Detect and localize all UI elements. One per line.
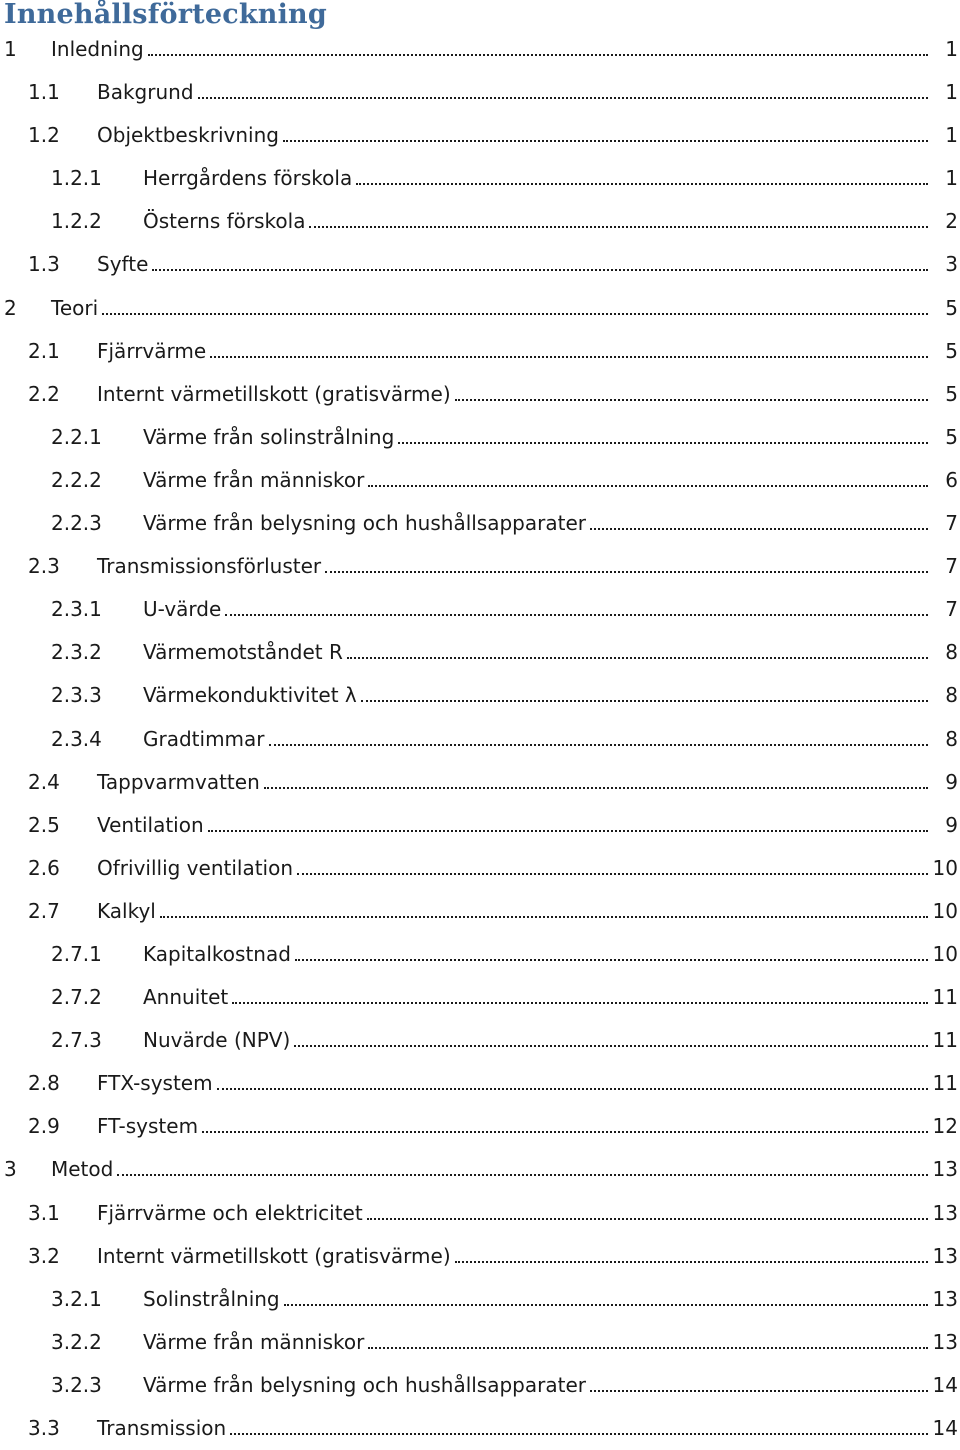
- toc-dot-leader: [232, 1000, 928, 1004]
- toc-entry-heading: [51, 1148, 928, 1191]
- toc-entry-page-number: 13: [932, 1200, 958, 1225]
- toc-entry-label: Transmission: [97, 1416, 227, 1440]
- toc-entry-page-number: 5: [945, 295, 958, 320]
- toc-entry-heading: [143, 200, 928, 243]
- toc-dot-leader: [225, 612, 928, 616]
- toc-dot-leader: [217, 1086, 928, 1090]
- toc-entry-heading: [143, 718, 928, 761]
- toc-entry-number: 3.2.3: [51, 1372, 102, 1397]
- toc-entry-label: Teori: [51, 295, 99, 320]
- toc-entry-page-number: 11: [932, 985, 958, 1010]
- toc-entry-page-number: 9: [945, 812, 958, 837]
- toc-entry-label: Värmemotståndet R: [143, 640, 343, 665]
- toc-dot-leader: [294, 1043, 928, 1047]
- toc-entry[interactable]: [0, 243, 960, 286]
- toc-entry-heading: [97, 545, 928, 588]
- toc-entry-heading: [97, 890, 928, 933]
- toc-entry-label: Gradtimmar: [143, 726, 265, 751]
- toc-entry-label: Metod: [51, 1157, 114, 1182]
- toc-entry-page-number: 2: [945, 209, 958, 234]
- toc-entry-label: Ventilation: [97, 812, 204, 837]
- toc-entry-page-number: 5: [945, 424, 958, 449]
- toc-entry[interactable]: [0, 933, 960, 976]
- toc-entry[interactable]: [0, 157, 960, 200]
- toc-dot-leader: [283, 138, 928, 142]
- toc-entry-page-number: 9: [945, 769, 958, 794]
- toc-dot-leader: [297, 871, 928, 875]
- toc-entry[interactable]: [0, 28, 960, 71]
- toc-entry-heading: [143, 631, 928, 674]
- toc-entry-label: Internt värmetillskott (gratisvärme): [97, 1243, 451, 1268]
- toc-entry-number: 2.7.3: [51, 1028, 102, 1053]
- toc-entry[interactable]: [0, 588, 960, 631]
- toc-entry-page-number: 13: [932, 1157, 958, 1182]
- toc-entry-number: 3.3: [28, 1416, 60, 1440]
- toc-entry-number: 2.2.3: [51, 511, 102, 536]
- toc-list: [0, 28, 960, 1450]
- toc-entry-label: Objektbeskrivning: [97, 123, 279, 148]
- toc-entry-page-number: 8: [945, 683, 958, 708]
- toc-entry-number: 1.2.2: [51, 209, 102, 234]
- toc-entry[interactable]: [0, 1062, 960, 1105]
- toc-entry-number: 2.3.3: [51, 683, 102, 708]
- toc-entry[interactable]: [0, 459, 960, 502]
- toc-entry-heading: [97, 847, 928, 890]
- toc-entry-heading: [97, 1062, 928, 1105]
- toc-entry-page-number: 1: [945, 166, 958, 191]
- toc-entry-label: Ofrivillig ventilation: [97, 855, 294, 880]
- toc-entry-page-number: 14: [932, 1372, 958, 1397]
- toc-entry-label: U-värde: [143, 597, 222, 622]
- toc-entry[interactable]: [0, 416, 960, 459]
- toc-entry-label: Internt värmetillskott (gratisvärme): [97, 381, 451, 406]
- toc-entry[interactable]: [0, 1407, 960, 1450]
- toc-entry-number: 1: [4, 37, 17, 61]
- toc-entry[interactable]: [0, 674, 960, 717]
- toc-entry-heading: [143, 157, 928, 200]
- toc-dot-leader: [148, 52, 928, 56]
- toc-entry-page-number: 8: [945, 640, 958, 665]
- toc-dot-leader: [102, 311, 928, 315]
- toc-entry-heading: [143, 1364, 928, 1407]
- toc-entry-page-number: 13: [932, 1243, 958, 1268]
- toc-entry-number: 2.1: [28, 338, 60, 363]
- toc-entry-label: FT-system: [97, 1114, 199, 1139]
- toc-dot-leader: [309, 224, 928, 228]
- toc-entry[interactable]: [0, 502, 960, 545]
- toc-entry-label: Värme från belysning och hushållsapparater: [143, 511, 586, 536]
- toc-entry-label: Syfte: [97, 252, 149, 277]
- toc-entry-page-number: 7: [945, 511, 958, 536]
- toc-entry-page-number: 8: [945, 726, 958, 751]
- toc-dot-leader: [208, 828, 928, 832]
- toc-entry[interactable]: [0, 200, 960, 243]
- toc-entry[interactable]: [0, 718, 960, 761]
- toc-entry-label: Värme från solinstrålning: [143, 424, 395, 449]
- toc-entry-label: Herrgårdens förskola: [143, 166, 353, 191]
- toc-entry[interactable]: [0, 1105, 960, 1148]
- toc-entry-heading: [143, 1019, 928, 1062]
- toc-entry-page-number: 1: [945, 123, 958, 148]
- toc-entry-page-number: 10: [932, 855, 958, 880]
- toc-entry[interactable]: [0, 890, 960, 933]
- toc-entry-page-number: 11: [932, 1028, 958, 1053]
- toc-entry-heading: [97, 1235, 928, 1278]
- toc-entry-number: 3: [4, 1157, 17, 1182]
- toc-entry[interactable]: [0, 1278, 960, 1321]
- toc-dot-leader: [210, 354, 928, 358]
- toc-entry[interactable]: [0, 847, 960, 890]
- toc-entry-label: Solinstrålning: [143, 1286, 280, 1311]
- toc-dot-leader: [230, 1431, 928, 1435]
- toc-entry-page-number: 1: [945, 37, 958, 61]
- toc-dot-leader: [269, 742, 928, 746]
- toc-entry-label: Bakgrund: [97, 80, 194, 105]
- toc-dot-leader: [356, 181, 928, 185]
- toc-entry-heading: [143, 1278, 928, 1321]
- toc-entry-number: 1.1: [28, 80, 60, 105]
- toc-dot-leader: [590, 526, 928, 530]
- toc-entry[interactable]: [0, 1364, 960, 1407]
- toc-entry-heading: [143, 1321, 928, 1364]
- toc-entry-number: 2.7.2: [51, 985, 102, 1010]
- toc-entry-number: 2.3.4: [51, 726, 102, 751]
- toc-dot-leader: [590, 1388, 928, 1392]
- toc-entry[interactable]: [0, 1148, 960, 1191]
- toc-dot-leader: [202, 1129, 928, 1133]
- toc-entry-heading: [97, 761, 928, 804]
- toc-entry-page-number: 7: [945, 597, 958, 622]
- toc-entry[interactable]: [0, 804, 960, 847]
- toc-entry-label: Fjärrvärme: [97, 338, 207, 363]
- toc-entry-heading: [51, 287, 928, 330]
- toc-entry-heading: [97, 330, 928, 373]
- toc-entry-page-number: 5: [945, 381, 958, 406]
- toc-entry-label: Kapitalkostnad: [143, 941, 291, 966]
- toc-entry-heading: [97, 1407, 928, 1450]
- toc-entry-heading: [97, 114, 928, 157]
- toc-entry-page-number: 13: [932, 1329, 958, 1354]
- toc-dot-leader: [117, 1172, 928, 1176]
- toc-entry-heading: [51, 28, 928, 71]
- toc-entry-number: 2.6: [28, 855, 60, 880]
- toc-dot-leader: [455, 397, 928, 401]
- toc-entry-number: 2.8: [28, 1071, 60, 1096]
- toc-entry-number: 1.3: [28, 252, 60, 277]
- toc-entry-number: 2.2.1: [51, 424, 102, 449]
- toc-entry-heading: [97, 1192, 928, 1235]
- toc-entry-label: Värme från människor: [143, 467, 365, 492]
- toc-entry-number: 2.7.1: [51, 941, 102, 966]
- toc-dot-leader: [198, 95, 928, 99]
- toc-entry-label: Värme från belysning och hushållsapparater: [143, 1372, 586, 1397]
- toc-entry-page-number: 14: [932, 1416, 958, 1440]
- toc-entry-number: 1.2: [28, 123, 60, 148]
- toc-dot-leader: [367, 1216, 928, 1220]
- toc-entry-number: 3.2.1: [51, 1286, 102, 1311]
- toc-entry-number: 2: [4, 295, 17, 320]
- toc-entry-heading: [97, 243, 928, 286]
- toc-entry[interactable]: [0, 373, 960, 416]
- toc-dot-leader: [455, 1259, 928, 1263]
- toc-entry[interactable]: [0, 1192, 960, 1235]
- toc-entry-label: Kalkyl: [97, 898, 156, 923]
- toc-entry-number: 3.1: [28, 1200, 60, 1225]
- toc-entry-label: Nuvärde (NPV): [143, 1028, 291, 1053]
- toc-entry-heading: [97, 1105, 928, 1148]
- toc-entry-number: 2.3.1: [51, 597, 102, 622]
- toc-entry[interactable]: [0, 330, 960, 373]
- toc-entry-page-number: 3: [945, 252, 958, 277]
- toc-dot-leader: [368, 483, 928, 487]
- toc-entry-label: Värme från människor: [143, 1329, 365, 1354]
- toc-entry-number: 2.7: [28, 898, 60, 923]
- toc-title: Innehållsförteckning: [4, 0, 327, 30]
- toc-entry-page-number: 6: [945, 467, 958, 492]
- toc-entry-number: 2.2: [28, 381, 60, 406]
- toc-entry[interactable]: [0, 287, 960, 330]
- toc-entry[interactable]: [0, 761, 960, 804]
- toc-entry-page-number: 10: [932, 941, 958, 966]
- toc-entry-number: 2.2.2: [51, 467, 102, 492]
- toc-entry-heading: [143, 459, 928, 502]
- toc-entry-label: Värmekonduktivitet λ: [143, 683, 357, 708]
- toc-entry[interactable]: [0, 114, 960, 157]
- toc-entry-number: 2.3: [28, 554, 60, 579]
- toc-entry-heading: [97, 804, 928, 847]
- toc-entry-page-number: 5: [945, 338, 958, 363]
- toc-entry[interactable]: [0, 631, 960, 674]
- toc-entry[interactable]: [0, 976, 960, 1019]
- toc-entry-page-number: 7: [945, 554, 958, 579]
- toc-entry-heading: [143, 976, 928, 1019]
- toc-entry[interactable]: [0, 545, 960, 588]
- toc-dot-leader: [264, 785, 928, 789]
- toc-entry-number: 2.5: [28, 812, 60, 837]
- toc-entry-heading: [143, 674, 928, 717]
- toc-entry-number: 3.2.2: [51, 1329, 102, 1354]
- toc-entry-heading: [97, 373, 928, 416]
- toc-entry-label: Annuitet: [143, 985, 229, 1010]
- toc-entry-number: 2.3.2: [51, 640, 102, 665]
- toc-dot-leader: [152, 267, 928, 271]
- toc-dot-leader: [325, 569, 928, 573]
- toc-entry[interactable]: [0, 1235, 960, 1278]
- toc-entry-label: Tappvarmvatten: [97, 769, 260, 794]
- toc-dot-leader: [398, 440, 928, 444]
- toc-entry-heading: [143, 416, 928, 459]
- toc-entry-label: Inledning: [51, 37, 144, 61]
- toc-entry-number: 3.2: [28, 1243, 60, 1268]
- toc-entry-heading: [97, 71, 928, 114]
- toc-dot-leader: [347, 655, 928, 659]
- toc-entry-heading: [143, 588, 928, 631]
- toc-dot-leader: [295, 957, 928, 961]
- toc-entry-label: Fjärrvärme och elektricitet: [97, 1200, 363, 1225]
- toc-dot-leader: [160, 914, 928, 918]
- toc-entry-page-number: 12: [932, 1114, 958, 1139]
- toc-entry-label: Österns förskola: [143, 209, 306, 234]
- toc-dot-leader: [368, 1345, 928, 1349]
- toc-entry-heading: [143, 933, 928, 976]
- toc-entry-label: FTX-system: [97, 1071, 213, 1096]
- toc-entry-number: 1.2.1: [51, 166, 102, 191]
- toc-entry-number: 2.4: [28, 769, 60, 794]
- toc-entry[interactable]: [0, 1019, 960, 1062]
- toc-entry-page-number: 10: [932, 898, 958, 923]
- toc-entry-page-number: 13: [932, 1286, 958, 1311]
- toc-entry-page-number: 1: [945, 80, 958, 105]
- toc-entry-label: Transmissionsförluster: [97, 554, 322, 579]
- toc-entry-heading: [143, 502, 928, 545]
- toc-entry[interactable]: [0, 71, 960, 114]
- toc-dot-leader: [361, 698, 928, 702]
- toc-entry[interactable]: [0, 1321, 960, 1364]
- toc-entry-number: 2.9: [28, 1114, 60, 1139]
- toc-dot-leader: [284, 1302, 928, 1306]
- toc-entry-page-number: 11: [932, 1071, 958, 1096]
